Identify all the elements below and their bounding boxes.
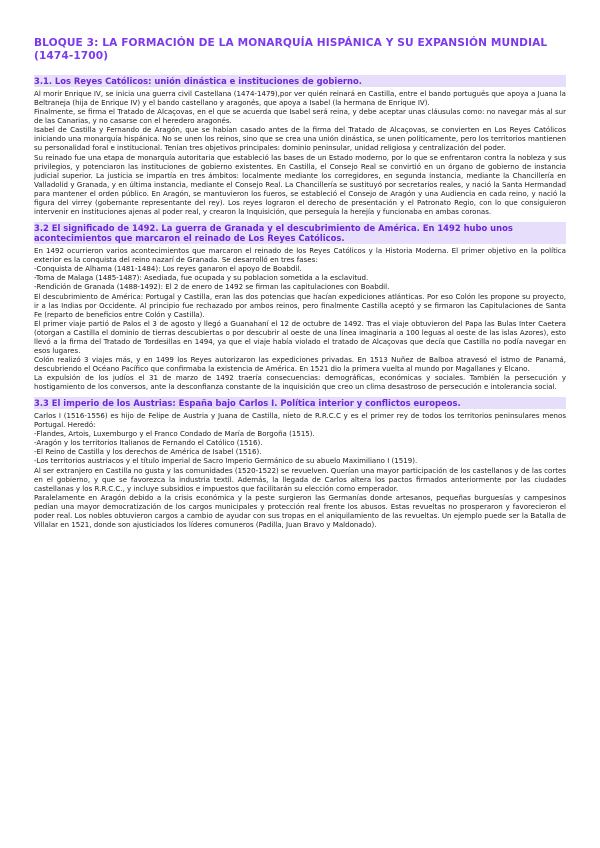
list-item: -Los territorios austriacos y el título imperial de Sacro Imperio Germánico de su abuelo Maximiliano I (1519). [34,456,418,466]
paragraph: La expulsión de los judíos el 31 de marzo de 1492 traería consecuencias: demográficas, económicas y sociales. También la persecución y hostigamiento de los conversos, ante la desconfianza constante de la inquisición que creo un clima desastroso de persecución e intolerancia social. [34,372,566,391]
paragraph: Isabel de Castilla y Fernando de Aragón, que se habían casado antes de la firma del Tratado de Alcaçovas, se convierten en Los Reyes Católicos iniciando una monarquía hispánica. No se unen los reinos, sino que se crea una unión dinástica, se unen políticamente, pero los territorios mantienen su personalidad foral e institucional. Tenían tres objetivos principales: dominio peninsular, unidad religiosa y centralización del poder. [34,125,566,153]
section-heading: 3.2 El significado de 1492. La guerra de Granada y el descubrimiento de América. En 1492 hubo unos acontecimientos que marcaron el reinado de Los Reyes Católicos. [34,222,566,244]
list-item: -Conquista de Alhama (1481-1484): Los reyes ganaron el apoyo de Boabdil. [34,264,302,274]
section-heading: 3.3 El imperio de los Austrias: España bajo Carlos I. Política interior y conflictos europeos. [34,397,566,409]
section-heading: 3.1. Los Reyes Católicos: unión dinástica e instituciones de gobierno. [34,75,566,87]
paragraph: En 1492 ocurrieron varios acontecimientos que marcaron el reinado de los Reyes Católicos y la Historia Moderna. El primer objetivo en la política exterior es la conquista del reino nazarí de Granada. Se desarrolló en tres fases: [34,246,566,265]
section-1492 [34,222,566,391]
section-reyes-catolicos [34,75,566,216]
list-item: -Aragón y los territorios Italianos de Fernando el Católico (1516). [34,438,263,448]
list-item: -Rendición de Granada (1488-1492): El 2 de enero de 1492 se firman las capitulaciones con Boabdil. [34,282,390,292]
paragraph: Finalmente, se firma el Tratado de Alcaçovas, en el que se acuerda que Isabel será reina, y debe aceptar unas cláusulas como: no navegar más al sur de las Canarias, y no casarse con el heredero aragonés. [34,107,566,126]
paragraph: Colón realizó 3 viajes más, y en 1499 los Reyes autorizaron las expediciones privadas. En 1513 Nuñez de Balboa atravesó el istmo de Panamá, descubriendo el Océano Pacífico que confirmaba la existencia de América. En 1521 dio la primera vuelta al mundo por Magallanes y Elcano. [34,354,566,373]
list-item: -Flandes, Artois, Luxemburgo y el Franco Condado de María de Borgoña (1515). [34,429,315,439]
paragraph: Su reinado fue una etapa de monarquía autoritaria que estableció las bases de un Estado moderno, por lo que se enfrentaron contra la nobleza y sus privilegios, y potenciaron las instituciones de gobierno existentes. En Castilla, el Consejo Real se convirtió en un órgano de gobierno de instancia judicial superior. La justicia se impartía en tres ámbitos: localmente mediante los corregidores, en segunda instancia, mediante la Chancillería en Valladolid y Granada, y en última instancia, mediante el Consejo Real. La Chancillería se sustituyó por secretarios reales, y nació la Santa Hermandad para mantener el orden público. En Aragón, se mantuvieron los fueros, se estableció el Consejo de Aragón y una Audiencia en cada reino, y nació la figura del virrey (gobernante representante del rey). Los reyes lograron el derecho de presentación y el Patronato Regio, con lo que consiguieron intervenir en instituciones ajenas al poder real, y crearon la Inquisición, que perseguía la herejía y funcionaba en ambas coronas. [34,152,566,216]
paragraph: Paralelamente en Aragón debido a la crisis económica y la peste surgieron las Germanías donde artesanos, pequeñas burguesías y campesinos pedían una mayor democratización de los cargos municipales y protección real frente los abusos. Estas revueltas no prosperaron y favorecieron el poder real. Los nobles obtuvieron cargos a cambio de ayudar con sus tropas en el aniquilamiento de las revueltas. Un ejemplo puede ser la Batalla de Villalar en 1521, donde son ajusticiados los líderes comuneros (Padilla, Juan Bravo y Maldonado). [34,492,566,529]
paragraph: Al ser extranjero en Castilla no gusta y las comunidades (1520-1522) se revuelven. Querían una mayor participación de los castellanos y de las cortes en el gobierno, y que se favorezca la industria textil. Además, la llegada de Carlos altera los pactos firmados anteriormente por las ciudades castellanas y los R.R.C.C., y incluye subsidios e impuestos que facilitarán su elección como emperador. [34,465,566,493]
paragraph: Carlos I (1516-1556) es hijo de Felipe de Austria y Juana de Castilla, nieto de R.R.C.C y es el primer rey de todos los territorios peninsulares menos Portugal. Heredó: [34,411,566,430]
document-page [34,37,566,529]
paragraph: El descubrimiento de América: Portugal y Castilla, eran las dos potencias que hacían expediciones atlánticas. Por eso Colón les propone su proyecto, ir a las Indias por Occidente. Al principio fue rechazado por ambos reinos, pero finalmente Castilla aceptó y se firmaron las Capitulaciones de Santa Fe (reparto de beneficios entre Colón y Castilla). [34,291,566,319]
document-title: BLOQUE 3: LA FORMACIÓN DE LA MONARQUÍA HISPÁNICA Y SU EXPANSIÓN MUNDIAL (1474-1700) [34,37,548,62]
paragraph: El primer viaje partió de Palos el 3 de agosto y llegó a Guanahaní el 12 de octubre de 1492. Tras el viaje obtuvieron del Papa las Bulas Inter Caetera (otorgan a Castilla el dominio de tierras descubiertas o por descubrir al oeste de una línea imaginaria a 100 leguas al oeste de las islas Azores), esto llevó a la firma del Tratado de Tordesillas en 1494, ya que el viaje había violado el tratado de Alcaçovas que decía que Castilla no podía navegar en esos lugares. [34,318,566,355]
paragraph: Al morir Enrique IV, se inicia una guerra civil Castellana (1474-1479),por ver quién reinará en Castilla, entre el bando portugués que apoya a Juana la Beltraneja (hija de Enrique IV) y el bando castellano y aragonés, que apoya a Isabel (la hermana de Enrique IV). [34,89,566,108]
list-item: -Toma de Malaga (1485-1487): Asediada, fue ocupada y su poblacion sometida a la esclavitud. [34,273,369,283]
list-item: -El Reino de Castilla y los derechos de América de Isabel (1516). [34,447,262,457]
section-austrias [34,397,566,529]
